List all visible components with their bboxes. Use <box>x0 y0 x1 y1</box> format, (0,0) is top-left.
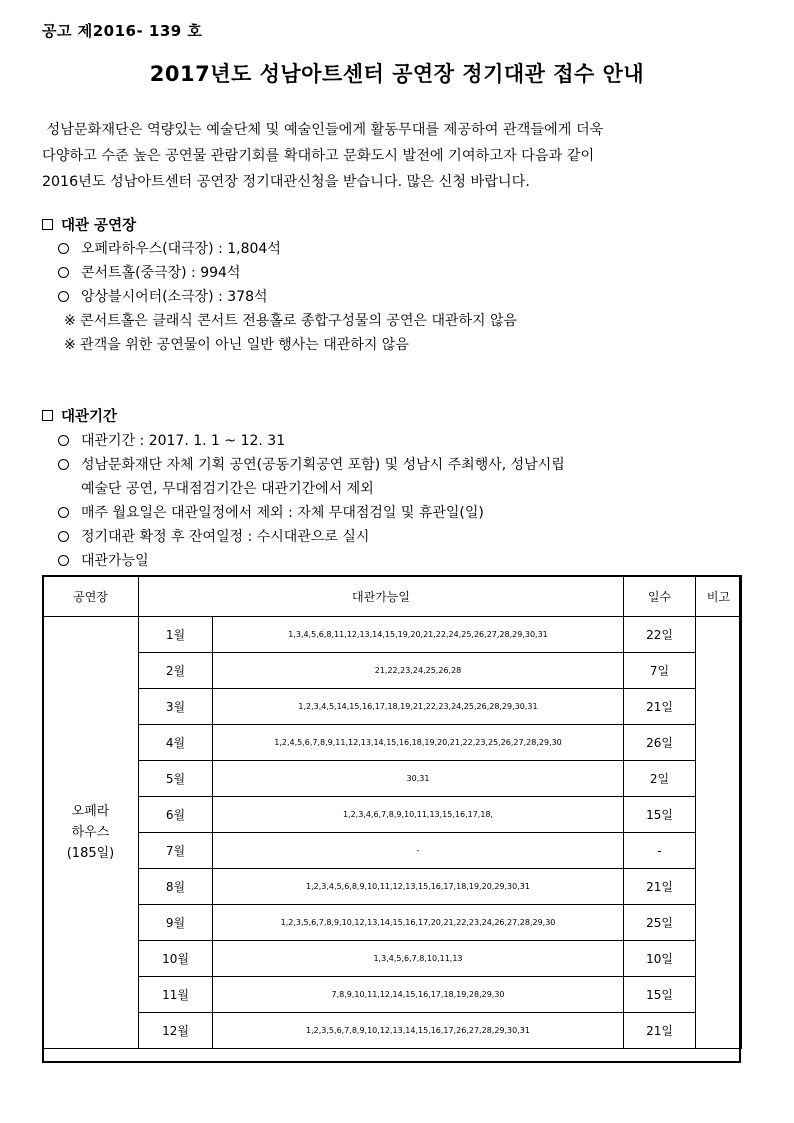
table-body <box>43 617 742 1049</box>
venue-item-text: 콘서트홀(중극장) : 994석 <box>81 265 241 281</box>
square-bullet-icon <box>42 410 53 421</box>
section-heading-period <box>42 405 117 426</box>
period-item <box>58 550 149 570</box>
square-bullet-icon <box>42 219 53 230</box>
venue-item-text: 앙상블시어터(소극장) : 378석 <box>81 289 268 305</box>
period-item-text: 정기대관 확정 후 잔여일정 : 수시대관으로 실시 <box>81 529 370 545</box>
table-row <box>43 905 742 941</box>
circle-bullet-icon <box>58 435 69 446</box>
period-item-text: 성남문화재단 자체 기획 공연(공동기획공연 포함) 및 성남시 주최행사, 성남시립 <box>81 457 565 473</box>
venue-item <box>58 262 240 282</box>
circle-bullet-icon <box>58 267 69 278</box>
table-row <box>43 977 742 1013</box>
venue-note: ※ 관객을 위한 공연물이 아닌 일반 행사는 대관하지 않음 <box>64 337 409 353</box>
period-item-text: 대관기간 : 2017. 1. 1 ~ 12. 31 <box>81 433 286 449</box>
dates-cell: 1,3,4,5,6,7,8,10,11,13 <box>213 941 624 977</box>
venue-cell <box>43 617 139 1049</box>
intro-line: 다양하고 수준 높은 공연물 관람기회를 확대하고 문화도시 발전에 기여하고자 다음과 같이 <box>42 148 595 164</box>
venue-name-line: 오페라 <box>71 804 110 819</box>
circle-bullet-icon <box>58 507 69 518</box>
month-cell: 3월 <box>139 689 213 725</box>
dates-cell: 7,8,9,10,11,12,14,15,16,17,18,19,28,29,30 <box>213 977 624 1013</box>
table-row <box>43 833 742 869</box>
venue-note: ※ 콘서트홀은 클래식 콘서트 전용홀로 종합구성물의 공연은 대관하지 않음 <box>64 313 518 329</box>
availability-table <box>42 575 742 1049</box>
period-item <box>58 454 565 474</box>
circle-bullet-icon <box>58 531 69 542</box>
dates-cell: 1,2,3,4,5,6,8,9,10,11,12,13,15,16,17,18,19,20,29,30,31 <box>213 869 624 905</box>
dates-cell: 21,22,23,24,25,26,28 <box>213 653 624 689</box>
dates-cell: 1,2,3,4,6,7,8,9,10,11,13,15,16,17,18, <box>213 797 624 833</box>
period-item-continuation: 예술단 공연, 무대점검기간은 대관기간에서 제외 <box>81 481 374 497</box>
month-cell: 1월 <box>139 617 213 653</box>
header-dates: 대관가능일 <box>139 576 624 617</box>
period-item-text: 매주 월요일은 대관일정에서 제외 : 자체 무대점검일 및 휴관일(일) <box>81 505 484 521</box>
days-cell: 26일 <box>624 725 696 761</box>
days-cell: - <box>624 833 696 869</box>
table-header-row <box>43 576 742 617</box>
table-row <box>43 761 742 797</box>
section-heading-venues <box>42 214 136 235</box>
days-cell: 21일 <box>624 869 696 905</box>
header-days: 일수 <box>624 576 696 617</box>
days-cell: 2일 <box>624 761 696 797</box>
month-cell: 6월 <box>139 797 213 833</box>
intro-line-text: 성남문화재단은 역량있는 예술단체 및 예술인들에게 활동무대를 제공하여 관객들에게 더욱 <box>46 122 604 138</box>
section-heading-text: 대관 공연장 <box>61 218 137 234</box>
table-row <box>43 617 742 653</box>
header-venue: 공연장 <box>43 576 139 617</box>
days-cell: 25일 <box>624 905 696 941</box>
venue-item <box>58 286 268 306</box>
month-cell: 5월 <box>139 761 213 797</box>
venue-item <box>58 238 281 258</box>
table-row <box>43 941 742 977</box>
remarks-cell <box>696 617 742 1049</box>
days-cell: 21일 <box>624 689 696 725</box>
days-cell: 15일 <box>624 977 696 1013</box>
dates-cell: 30,31 <box>213 761 624 797</box>
month-cell: 2월 <box>139 653 213 689</box>
month-cell: 8월 <box>139 869 213 905</box>
circle-bullet-icon <box>58 459 69 470</box>
table-row <box>43 797 742 833</box>
table-row <box>43 1013 742 1049</box>
section-heading-text: 대관기간 <box>61 409 118 425</box>
table-row <box>43 653 742 689</box>
dates-cell: 1,2,3,5,6,7,8,9,10,12,13,14,15,16,17,26,27,28,29,30,31 <box>213 1013 624 1049</box>
days-cell: 10일 <box>624 941 696 977</box>
dates-cell: 1,2,3,4,5,14,15,16,17,18,19,21,22,23,24,25,26,28,29,30,31 <box>213 689 624 725</box>
circle-bullet-icon <box>58 291 69 302</box>
intro-paragraph <box>42 117 720 195</box>
intro-line <box>42 117 720 143</box>
month-cell: 10월 <box>139 941 213 977</box>
days-cell: 22일 <box>624 617 696 653</box>
header-remarks: 비고 <box>696 576 742 617</box>
period-item-text: 대관가능일 <box>81 553 149 569</box>
period-item <box>58 502 484 522</box>
month-cell: 11월 <box>139 977 213 1013</box>
dates-cell: - <box>213 833 624 869</box>
days-cell: 7일 <box>624 653 696 689</box>
period-item <box>58 526 369 546</box>
venue-item-text: 오페라하우스(대극장) : 1,804석 <box>81 241 281 257</box>
days-cell: 15일 <box>624 797 696 833</box>
document-title: 2017년도 성남아트센터 공연장 정기대관 접수 안내 <box>149 62 645 86</box>
month-cell: 9월 <box>139 905 213 941</box>
table-row <box>43 725 742 761</box>
circle-bullet-icon <box>58 555 69 566</box>
days-cell: 21일 <box>624 1013 696 1049</box>
dates-cell: 1,3,4,5,6,8,11,12,13,14,15,19,20,21,22,24,25,26,27,28,29,30,31 <box>213 617 624 653</box>
month-cell: 4월 <box>139 725 213 761</box>
venue-name-line: 하우스 <box>71 825 110 840</box>
month-cell: 7월 <box>139 833 213 869</box>
intro-line: 2016년도 성남아트센터 공연장 정기대관신청을 받습니다. 많은 신청 바랍니다. <box>42 174 530 190</box>
table-row <box>43 869 742 905</box>
notice-number: 공고 제2016- 139 호 <box>42 22 203 40</box>
circle-bullet-icon <box>58 243 69 254</box>
period-item <box>58 430 285 450</box>
venue-name-line: (185일) <box>66 846 115 861</box>
dates-cell: 1,2,3,5,6,7,8,9,10,12,13,14,15,16,17,20,21,22,23,24,26,27,28,29,30 <box>213 905 624 941</box>
dates-cell: 1,2,4,5,6,7,8,9,11,12,13,14,15,16,18,19,20,21,22,23,25,26,27,28,29,30 <box>213 725 624 761</box>
month-cell: 12월 <box>139 1013 213 1049</box>
table-row <box>43 689 742 725</box>
